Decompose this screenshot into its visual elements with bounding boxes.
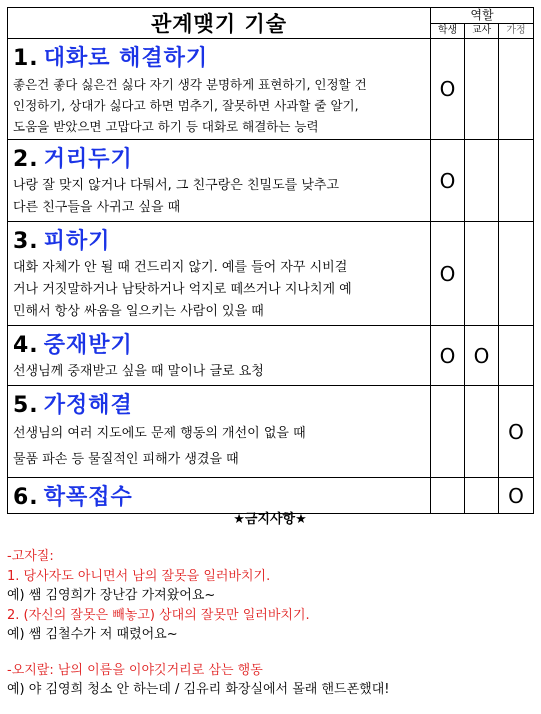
tattling-example-2: 예) 쌤 김철수가 저 때렸어요~ [7, 627, 178, 642]
tattling-example-1: 예) 쌤 김영희가 장난감 가져왔어요~ [7, 588, 216, 603]
description-line: 도움을 받았으면 고맙다고 하기 등 대화로 해결하는 능력 [13, 119, 319, 134]
mark-teacher [465, 386, 499, 478]
mark-home [499, 326, 534, 386]
mark-student: O [431, 39, 465, 140]
description-line: 좋은건 좋다 싫은건 싫다 자기 생각 분명하게 표현하기, 인정할 건 [13, 77, 367, 92]
role-student: 학생 [431, 23, 465, 39]
skill-description [13, 361, 425, 383]
relationship-skills-table [7, 7, 534, 514]
table-title: 관계맺기 기술 [8, 8, 431, 39]
skill-number: 3. [13, 229, 39, 254]
skill-heading [13, 41, 425, 72]
table-row [8, 140, 534, 222]
description-line: 나랑 잘 맞지 않거나 다퉈서, 그 친구랑은 친밀도를 낮추고 [13, 178, 340, 193]
skill-cell [8, 326, 431, 386]
table-row [8, 326, 534, 386]
skill-number: 4. [13, 333, 39, 358]
skill-number: 6. [13, 485, 39, 510]
skill-number: 5. [13, 393, 39, 418]
description-line: 인정하기, 상대가 싫다고 하면 멈추기, 잘못하면 사과할 줄 알기, [13, 98, 359, 113]
skill-description [13, 74, 425, 137]
skill-title: 가정해결 [43, 393, 133, 418]
table-header-row [8, 8, 534, 24]
mark-home: O [499, 478, 534, 514]
skill-cell [8, 386, 431, 478]
skill-title: 피하기 [43, 229, 111, 254]
skill-heading [13, 142, 425, 173]
skill-description [13, 421, 425, 473]
skill-number: 2. [13, 147, 39, 172]
role-teacher: 교사 [465, 23, 499, 39]
mark-home: O [499, 386, 534, 478]
description-line: 다른 친구들을 사귀고 싶을 때 [13, 200, 181, 215]
tattling-item-1: 1. 당사자도 아니면서 남의 잘못을 일러바치기. [7, 568, 271, 584]
skill-title: 거리두기 [43, 147, 133, 172]
mark-student: O [431, 222, 465, 326]
section-gap [7, 645, 533, 661]
meddling-example: 예) 야 김영희 청소 안 하는데 / 김유리 화장실에서 몰래 핸드폰했대! [7, 682, 390, 697]
skill-cell [8, 222, 431, 326]
role-home: 가정 [499, 23, 534, 39]
skill-cell [8, 39, 431, 140]
mark-teacher [465, 222, 499, 326]
skill-heading [13, 224, 425, 255]
roles-header: 역할 [431, 8, 534, 24]
skill-cell [8, 140, 431, 222]
tattling-item-2: 2. (자신의 잘못은 빼놓고) 상대의 잘못만 일러바치기. [7, 607, 310, 623]
skill-title: 대화로 해결하기 [43, 46, 209, 71]
mark-student: O [431, 326, 465, 386]
table-row [8, 222, 534, 326]
description-line: 선생님의 여러 지도에도 문제 행동의 개선이 없을 때 [13, 426, 306, 441]
mark-student: O [431, 140, 465, 222]
skill-heading [13, 328, 425, 359]
skill-heading [13, 480, 425, 511]
mark-teacher [465, 39, 499, 140]
mark-home [499, 140, 534, 222]
meddling-title: -오지랖: 남의 이름을 이야깃거리로 삼는 행동 [7, 662, 263, 678]
skill-heading [13, 388, 425, 419]
mark-home [499, 222, 534, 326]
description-line: 물품 파손 등 물질적인 피해가 생겼을 때 [13, 452, 239, 467]
skill-description [13, 257, 425, 323]
mark-student [431, 386, 465, 478]
mark-teacher [465, 140, 499, 222]
description-line: 선생님께 중재받고 싶을 때 말이나 글로 요청 [13, 364, 264, 379]
description-line: 거나 거짓말하거나 남탓하거나 억지로 떼쓰거나 지나치게 예 [13, 282, 352, 297]
skill-number: 1. [13, 46, 39, 71]
prohibitions-heading: ★금지사항★ [233, 512, 307, 527]
skill-description [13, 175, 425, 219]
table-row [8, 386, 534, 478]
description-line: 대화 자체가 안 될 때 건드리지 않기. 예를 들어 자꾸 시비걸 [13, 260, 348, 275]
mark-teacher: O [465, 326, 499, 386]
skill-title: 학폭접수 [43, 485, 133, 510]
skill-title: 중재받기 [43, 333, 133, 358]
tattling-title: -고자질: [7, 549, 54, 564]
table-row [8, 39, 534, 140]
prohibitions-section [7, 508, 533, 700]
mark-home [499, 39, 534, 140]
description-line: 민해서 항상 싸움을 일으키는 사람이 있을 때 [13, 304, 264, 319]
